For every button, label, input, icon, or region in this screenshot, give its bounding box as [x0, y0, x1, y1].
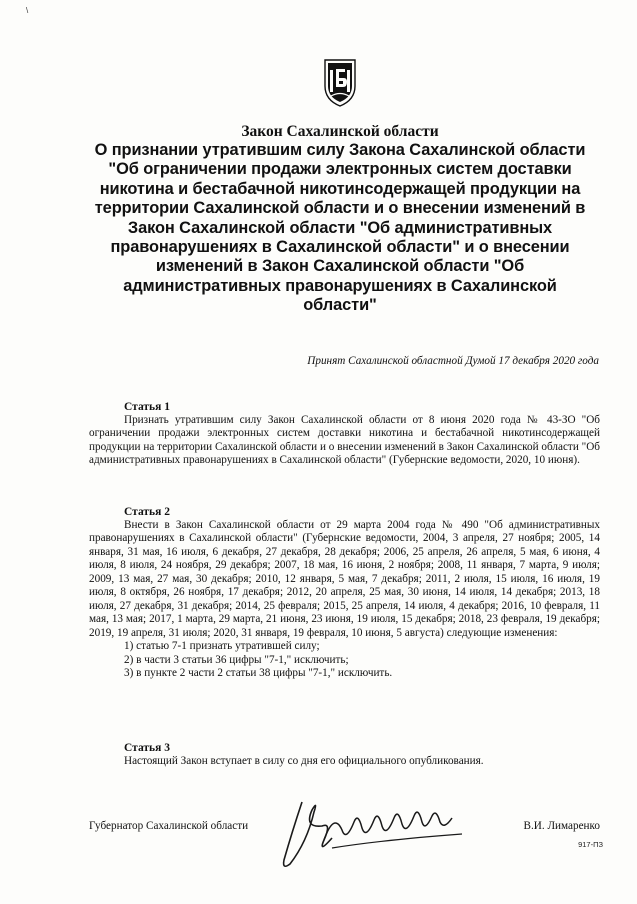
- article-text: Внести в Закон Сахалинской области от 29 марта 2004 года № 490 "Об административных правонарушениях в Сахалинской области" (Губернские ведомости, 2004, 3 апреля, 27 ноября; 2005, 14 января, 31 мая, 16 июля, 6 декабря, 27 декабря, 28 декабря; 2006, 25 апреля, 26 апреля, 5 мая, 6 июня, 4 июля, 8 июля, 24 ноября, 29 декабря; 2007, 18 мая, 16 июня, 2 ноября; 2008, 11 января, 7 марта, 9 июля; 2009, 13 мая, 27 мая, 30 декабря; 2010, 12 января, 5 мая, 7 декабря; 2011, 2 июля, 15 июля, 16 июля, 19 июля, 8 октября, 26 ноября, 17 декабря; 2012, 20 апреля, 25 мая, 30 июня, 14 июля, 14 декабря; 2013, 18 июля, 27 декабря, 31 декабря; 2014, 25 февраля; 2015, 25 апреля, 14 июля, 4 декабря; 2016, 10 февраля, 11 мая, 13 мая; 2017, 1 марта, 29 марта, 21 июня, 23 июня, 19 июля, 15 декабря; 2018, 23 февраля, 19 декабря; 2019, 19 апреля, 31 июля; 2020, 31 января, 19 февраля, 10 июня, 5 августа) следующие изменения:: [89, 519, 600, 639]
- governor-name: В.И. Лимаренко: [523, 820, 600, 832]
- handwritten-signature-icon: [262, 782, 482, 882]
- corner-mark: \: [26, 6, 29, 15]
- list-item: 1) статью 7-1 признать утратившей силу;: [124, 640, 320, 653]
- article-heading: Статья 3: [124, 742, 170, 754]
- law-title: Закон Сахалинской области: [241, 123, 439, 140]
- list-item: 3) в пункте 2 части 2 статьи 38 цифры "7-1," исключить.: [124, 666, 393, 679]
- coat-of-arms-icon: [321, 56, 359, 108]
- article-text: Настоящий Закон вступает в силу со дня его официального опубликования.: [124, 755, 484, 767]
- title-block: [90, 122, 590, 316]
- law-subject: О признании утратившим силу Закона Сахалинской области "Об ограничении продажи электронных систем доставки никотина и бестабачной никотинсодержащей продукции на территории Сахалинской области и о внесении изменений в Закон Сахалинской области "Об административных правонарушениях в Сахалинской области" и о внесении изменений в Закон Сахалинской области "Об административных правонарушениях в Сахалинской области": [94, 141, 586, 315]
- document-code: 917-ПЗ: [578, 840, 603, 849]
- article-2: [89, 505, 600, 680]
- article-text: Признать утратившим силу Закон Сахалинской области от 8 июня 2020 года № 43-ЗО "Об ограничении продажи электронных систем доставки никотина и бестабачной никотинсодержащей продукции на территории Сахалинской области и о внесении изменений в Закон Сахалинской области "Об административных правонарушениях в Сахалинской области" (Губернские ведомости, 2020, 10 июня).: [89, 414, 600, 467]
- article-heading: Статья 2: [124, 506, 170, 518]
- list-item: 2) в части 3 статьи 36 цифры "7-1," исключить;: [124, 653, 349, 666]
- article-1: [89, 400, 600, 468]
- governor-title: Губернатор Сахалинской области: [89, 820, 249, 832]
- adoption-note: Принят Сахалинской областной Думой 17 декабря 2020 года: [307, 355, 599, 367]
- article-3: [89, 741, 600, 768]
- article-heading: Статья 1: [124, 401, 170, 413]
